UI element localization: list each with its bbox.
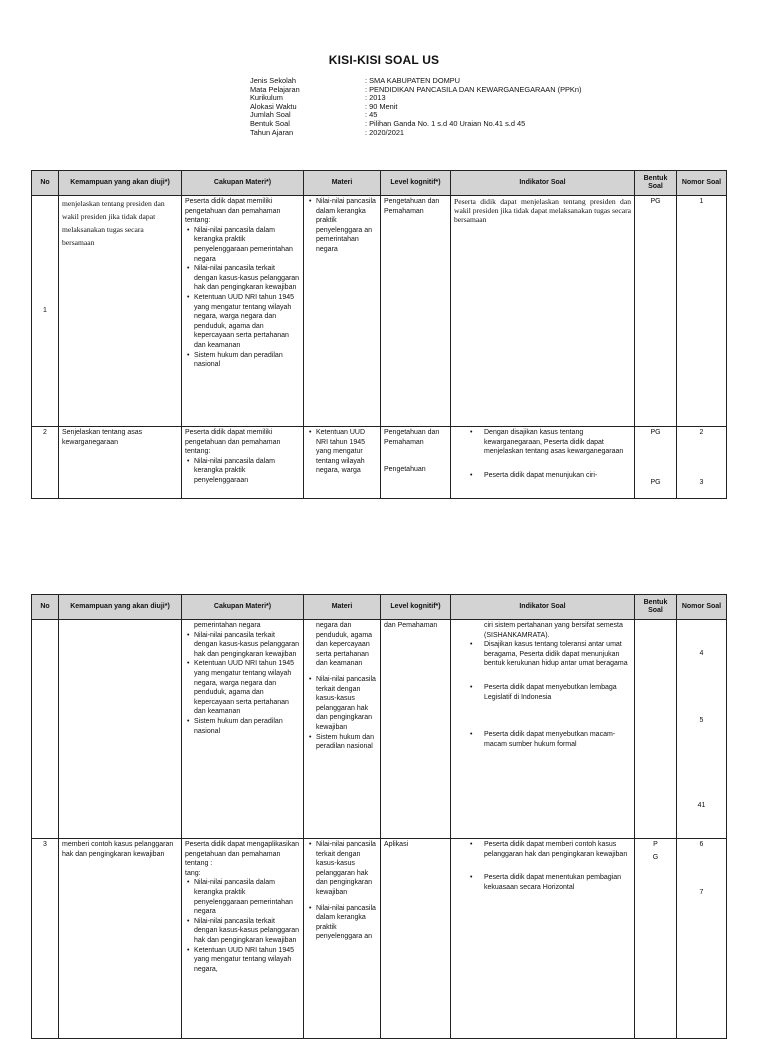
meta-key: Jumlah Soal: [250, 110, 291, 120]
col-header-cakupan: Cakupan Materi*): [182, 595, 304, 620]
list-item: • Nilai-nilai pancasila dalam kerangka praktik penyelenggara an pemerintahan negara: [316, 197, 377, 255]
meta-value: : 45: [365, 110, 378, 120]
list-item: • Ketentuan UUD NRI tahun 1945 yang mengatur tentang wilayah negara, warga negara dan penduduk, agama dan kepercayaan serta pertahanan dan keamanan: [194, 659, 300, 717]
cakupan-intro: Peserta didik dapat memiliki pengetahuan dan pemahaman tentang:: [185, 429, 281, 456]
list-item: • Nilai-nilai pancasila terkait dengan kasus-kasus pelanggaran hak dan pengingkaran kewajiban: [194, 264, 300, 293]
bentuk-value: PG: [650, 429, 661, 436]
cell-bentuk: [635, 839, 677, 1039]
level-text: Pengetahuan dan Pemahaman: [384, 429, 440, 446]
col-header-indikator: Indikator Soal: [451, 595, 635, 620]
cell-materi: [304, 839, 381, 1039]
meta-key: Jenis Sekolah: [250, 76, 297, 85]
materi-list: [307, 840, 377, 898]
cakupan-list: [185, 878, 300, 974]
list-item: • Dengan disajikan kasus tentang kewarganegaraan, Peserta didik dapat menjelaskan tentang asas kewarganegaraan: [484, 428, 631, 457]
cell-level: Pengetahuan dan Pemahaman: [381, 196, 451, 427]
list-item: • Ketentuan UUD NRI tahun 1945 yang mengatur tentang wilayah negara, warga: [316, 428, 377, 476]
bentuk-value: PG: [650, 478, 661, 486]
cakupan-list: [185, 631, 300, 737]
col-header-bentuk: Bentuk Soal: [635, 171, 677, 196]
cell-nomor: [677, 620, 727, 839]
list-item: • Peserta didik dapat memberi contoh kasus pelanggaran hak dan pengingkaran kewajiban: [484, 840, 631, 859]
list-item: • Nilai-nilai pancasila dalam kerangka praktik penyelenggara an: [316, 904, 377, 942]
list-item: • Peserta didik dapat menyebutkan macam-macam sumber hukum formal: [484, 730, 631, 749]
list-item: • Nilai-nilai pancasila terkait dengan kasus-kasus pelanggaran hak dan pengingkaran kewajiban: [316, 840, 377, 898]
col-header-level: Level kognitif*): [381, 595, 451, 620]
meta-key: Alokasi Waktu: [250, 101, 297, 111]
meta-key: Bentuk Soal: [250, 118, 290, 128]
cell-materi: [304, 196, 381, 427]
meta-value: : SMA KABUPATEN DOMPU: [365, 76, 460, 85]
nomor-value: 3: [699, 478, 704, 486]
cell-kemampuan: menjelaskan tentang presiden dan wakil presiden jika tidak dapat melaksanakan tugas secara bersamaan: [59, 196, 182, 427]
cell-kemampuan: Senjelaskan tentang asas kewarganegaraan: [59, 427, 182, 499]
cell-no: 1: [32, 196, 59, 427]
meta-row-subject: [250, 86, 581, 95]
list-item: • Ketentuan UUD NRI tahun 1945 yang mengatur tentang wilayah negara, warga negara dan penduduk, agama dan kepercayaan serta pertahanan dan keamanan: [194, 293, 300, 351]
nomor-value: 6: [699, 841, 704, 848]
indikator-list: [454, 840, 631, 892]
meta-row-year: [250, 129, 581, 138]
grid-table-page-1: [31, 170, 727, 499]
materi-list: [307, 428, 377, 476]
col-header-indikator: Indikator Soal: [451, 171, 635, 196]
cell-no: [32, 620, 59, 839]
document-meta: [250, 77, 581, 137]
list-item: • Sistem hukum dan peradilan nasional: [194, 351, 300, 370]
list-item: • Sistem hukum dan peradilan nasional: [194, 717, 300, 736]
table-row: [32, 620, 727, 839]
cakupan-continued: pemerintahan negara: [194, 622, 261, 629]
nomor-value: 7: [699, 888, 704, 896]
cell-indikator: [451, 839, 635, 1039]
meta-key: Tahun Ajaran: [250, 127, 294, 137]
materi-list: [307, 904, 377, 942]
cell-indikator: [451, 620, 635, 839]
nomor-value: 4: [699, 650, 704, 657]
indikator-list: [454, 640, 631, 749]
cell-cakupan: [182, 839, 304, 1039]
cell-no: 2: [32, 427, 59, 499]
nomor-value: 41: [697, 802, 706, 810]
table-row: [32, 427, 727, 499]
col-header-nomor: Nomor Soal: [677, 595, 727, 620]
cell-indikator: [451, 427, 635, 499]
meta-value: : 2020/2021: [365, 127, 405, 137]
col-header-bentuk: Bentuk Soal: [635, 595, 677, 620]
meta-row-curriculum: [250, 94, 581, 103]
col-header-level: Level kognitif*): [381, 171, 451, 196]
table-row: [32, 839, 727, 1039]
bentuk-value: G: [652, 853, 659, 861]
materi-continued: negara dan penduduk, agama dan kepercayaan serta pertahanan dan keamanan: [316, 622, 373, 668]
col-header-materi: Materi: [304, 595, 381, 620]
list-item: • Peserta didik dapat menunjukan ciri-: [484, 471, 631, 481]
list-item: • Ketentuan UUD NRI tahun 1945 yang mengatur tentang wilayah negara,: [194, 946, 300, 975]
meta-row-time: [250, 103, 581, 112]
list-item: • Peserta didik dapat menentukan pembagian kekuasaan secara Horizontal: [484, 873, 631, 892]
col-header-kemampuan: Kemampuan yang akan diuji*): [59, 171, 182, 196]
cell-bentuk: [635, 620, 677, 839]
materi-list: [307, 197, 377, 255]
indikator-list: [454, 428, 631, 480]
indikator-continued: ciri sistem pertahanan yang bersifat semesta (SISHANKAMRATA).: [484, 622, 623, 639]
cell-indikator: Peserta didik dapat menjelaskan tentang presiden dan wakil presiden jika tidak dapat melaksanakan tugas secara bersamaan: [451, 196, 635, 427]
cell-materi: [304, 427, 381, 499]
col-header-materi: Materi: [304, 171, 381, 196]
cell-bentuk: PG: [635, 196, 677, 427]
list-item: • Peserta didik dapat menyebutkan lembaga Legislatif di Indonesia: [484, 683, 631, 702]
materi-list: [307, 675, 377, 752]
cell-bentuk: [635, 427, 677, 499]
list-item: • Nilai-nilai pancasila terkait dengan kasus-kasus pelanggaran hak dan pengingkaran kewajiban: [194, 917, 300, 946]
list-item: • Nilai-nilai pancasila dalam kerangka praktik penyelenggaraan: [194, 457, 300, 486]
cell-kemampuan: [59, 620, 182, 839]
list-item: • Nilai-nilai pancasila terkait dengan kasus-kasus pelanggaran hak dan pengingkaran kewajiban: [194, 631, 300, 660]
meta-value: : 2013: [365, 93, 386, 103]
meta-value: : PENDIDIKAN PANCASILA DAN KEWARGANEGARAAN (PPKn): [365, 84, 582, 94]
cakupan-intro: Peserta didik dapat mengaplikasikan pengetahuan dan pemahaman tentang :: [185, 841, 300, 868]
table-header-row: [32, 595, 727, 620]
list-item: • Sistem hukum dan peradilan nasional: [316, 733, 377, 752]
meta-row-form: [250, 120, 581, 129]
cakupan-list: [185, 457, 300, 486]
meta-key: Kurikulum: [250, 93, 283, 103]
cell-cakupan: [182, 196, 304, 427]
cell-nomor: [677, 427, 727, 499]
list-item: • Nilai-nilai pancasila terkait dengan kasus-kasus pelanggaran hak dan pengingkaran kewajiban: [316, 675, 377, 733]
cell-nomor: 1: [677, 196, 727, 427]
cell-no: 3: [32, 839, 59, 1039]
cakupan-intro-extra: tang:: [185, 869, 201, 877]
nomor-value: 5: [699, 716, 704, 724]
cakupan-list: [185, 226, 300, 370]
nomor-value: 2: [699, 429, 704, 436]
cell-nomor: [677, 839, 727, 1039]
table-row: [32, 196, 727, 427]
col-header-no: No: [32, 595, 59, 620]
cakupan-intro: Peserta didik dapat memiliki pengetahuan dan pemahaman tentang:: [185, 198, 281, 225]
list-item: • Disajikan kasus tentang toleransi antar umat beragama, Peserta didik dapat menunjukan bentuk kerukunan hidup antar umat beragama: [484, 640, 631, 669]
meta-value: : 90 Menit: [365, 101, 398, 111]
cell-cakupan: [182, 427, 304, 499]
cell-materi: [304, 620, 381, 839]
table-header-row: [32, 171, 727, 196]
level-text: Pengetahuan: [384, 466, 426, 474]
cell-cakupan: [182, 620, 304, 839]
list-item: • Nilai-nilai pancasila dalam kerangka praktik penyelenggaraan pemerintahan negara: [194, 878, 300, 916]
cell-level: dan Pemahaman: [381, 620, 451, 839]
col-header-nomor: Nomor Soal: [677, 171, 727, 196]
cell-level: Aplikasi: [381, 839, 451, 1039]
meta-value: : Pilihan Ganda No. 1 s.d 40 Uraian No.41 s.d 45: [365, 118, 526, 128]
col-header-kemampuan: Kemampuan yang akan diuji*): [59, 595, 182, 620]
meta-key: Mata Pelajaran: [250, 84, 300, 94]
grid-table-page-2: [31, 594, 727, 1039]
cell-level: [381, 427, 451, 499]
col-header-no: No: [32, 171, 59, 196]
col-header-cakupan: Cakupan Materi*): [182, 171, 304, 196]
list-item: • Nilai-nilai pancasila dalam kerangka praktik penyelenggaraan pemerintahan negara: [194, 226, 300, 264]
document-title: KISI-KISI SOAL US: [328, 53, 440, 67]
cell-kemampuan: memberi contoh kasus pelanggaran hak dan pengingkaran kewajiban: [59, 839, 182, 1039]
bentuk-value: P: [653, 841, 658, 848]
